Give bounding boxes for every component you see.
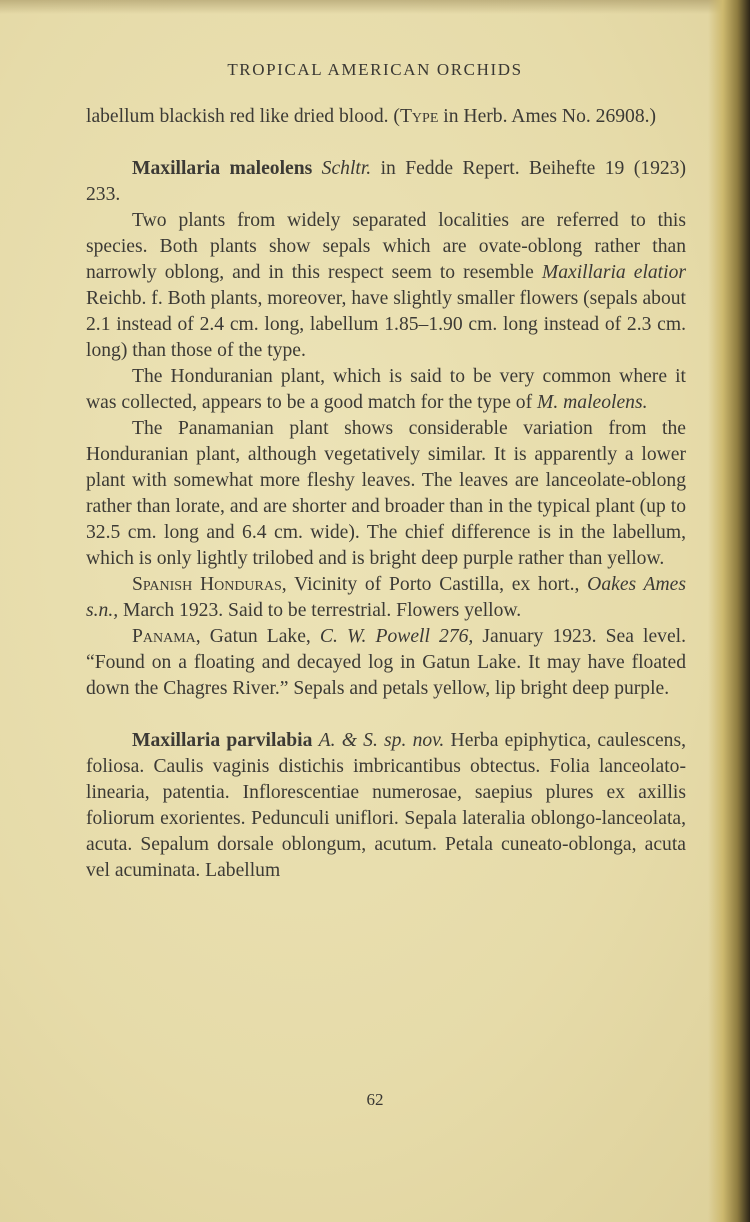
species-citation: in Fedde Repert. Beihefte 19 (1923) 233.: [86, 158, 686, 205]
page-top-shadow: [0, 0, 750, 14]
page-edge-shadow: [708, 0, 750, 1222]
paragraph-honduranian: The Honduranian plant, which is said to be very common where it was collected, appears to be a good match for the type of M. maleolens.: [86, 366, 686, 413]
species-heading-maleolens: [86, 156, 686, 208]
paragraph-type-note: labellum blackish red like dried blood. (Type in Herb. Ames No. 26908.): [86, 106, 657, 127]
species-author: Schltr.: [321, 158, 372, 179]
specimen-honduras: Spanish Honduras, Vicinity of Porto Castilla, ex hort., Oakes Ames s.n., March 1923. Said to be terrestrial. Flowers yellow.: [86, 574, 686, 621]
species-author: A. & S. sp. nov.: [318, 730, 445, 751]
species-name: Maxillaria parvilabia: [132, 730, 313, 751]
locality: Panama,: [132, 626, 201, 647]
body-text: [86, 104, 686, 884]
page-number: 62: [366, 1090, 384, 1109]
collector: Oakes Ames s.n.,: [86, 574, 686, 621]
running-head: TROPICAL AMERICAN ORCHIDS: [227, 60, 523, 79]
collector: C. W. Powell 276,: [319, 626, 474, 647]
species-description: Herba epiphytica, caulescens, foliosa. Caulis vaginis distichis imbricantibus obtectus. Folia lanceolato-linearia, patentia. Inflorescentiae numerosae, saepius plures ex axillis foliorum exorientes. Pedunculi uniflori. Sepala lateralia oblongo-lanceolata, acuta. Sepalum dorsale oblongum, acutum. Petala cuneato-oblonga, acuta vel acuminata. Labellum: [86, 730, 687, 881]
paragraph-panamanian: The Panamanian plant shows considerable variation from the Honduranian plant, although vegetatively similar. It is apparently a lower plant with somewhat more fleshy leaves. The leaves are lanceolate-oblong rather than lorate, and are shorter and broader than in the typical plant (up to 32.5 cm. long and 6.4 cm. wide). The chief difference is in the labellum, which is only lightly trilobed and is bright deep purple rather than yellow.: [86, 418, 686, 569]
paragraph-comparison: Two plants from widely separated localities are referred to this species. Both plants show sepals which are ovate-oblong rather than narrowly oblong, and in this respect seem to resemble Maxillaria elatior Reichb. f. Both plants, moreover, have slightly smaller flowers (sepals about 2.1 instead of 2.4 cm. long, labellum 1.85–1.90 cm. long instead of 2.3 cm. long) than those of the type.: [86, 210, 686, 361]
type-word: Type: [399, 106, 439, 127]
species-heading-parvilabia: [86, 728, 686, 884]
species-name: Maxillaria maleolens: [132, 158, 313, 179]
locality: Spanish Honduras,: [132, 574, 287, 595]
specimen-panama: Panama, Gatun Lake, C. W. Powell 276, January 1923. Sea level. “Found on a floating and decayed log in Gatun Lake. It may have floated down the Chagres River.” Sepals and petals yellow, lip bright deep purple.: [86, 626, 686, 699]
